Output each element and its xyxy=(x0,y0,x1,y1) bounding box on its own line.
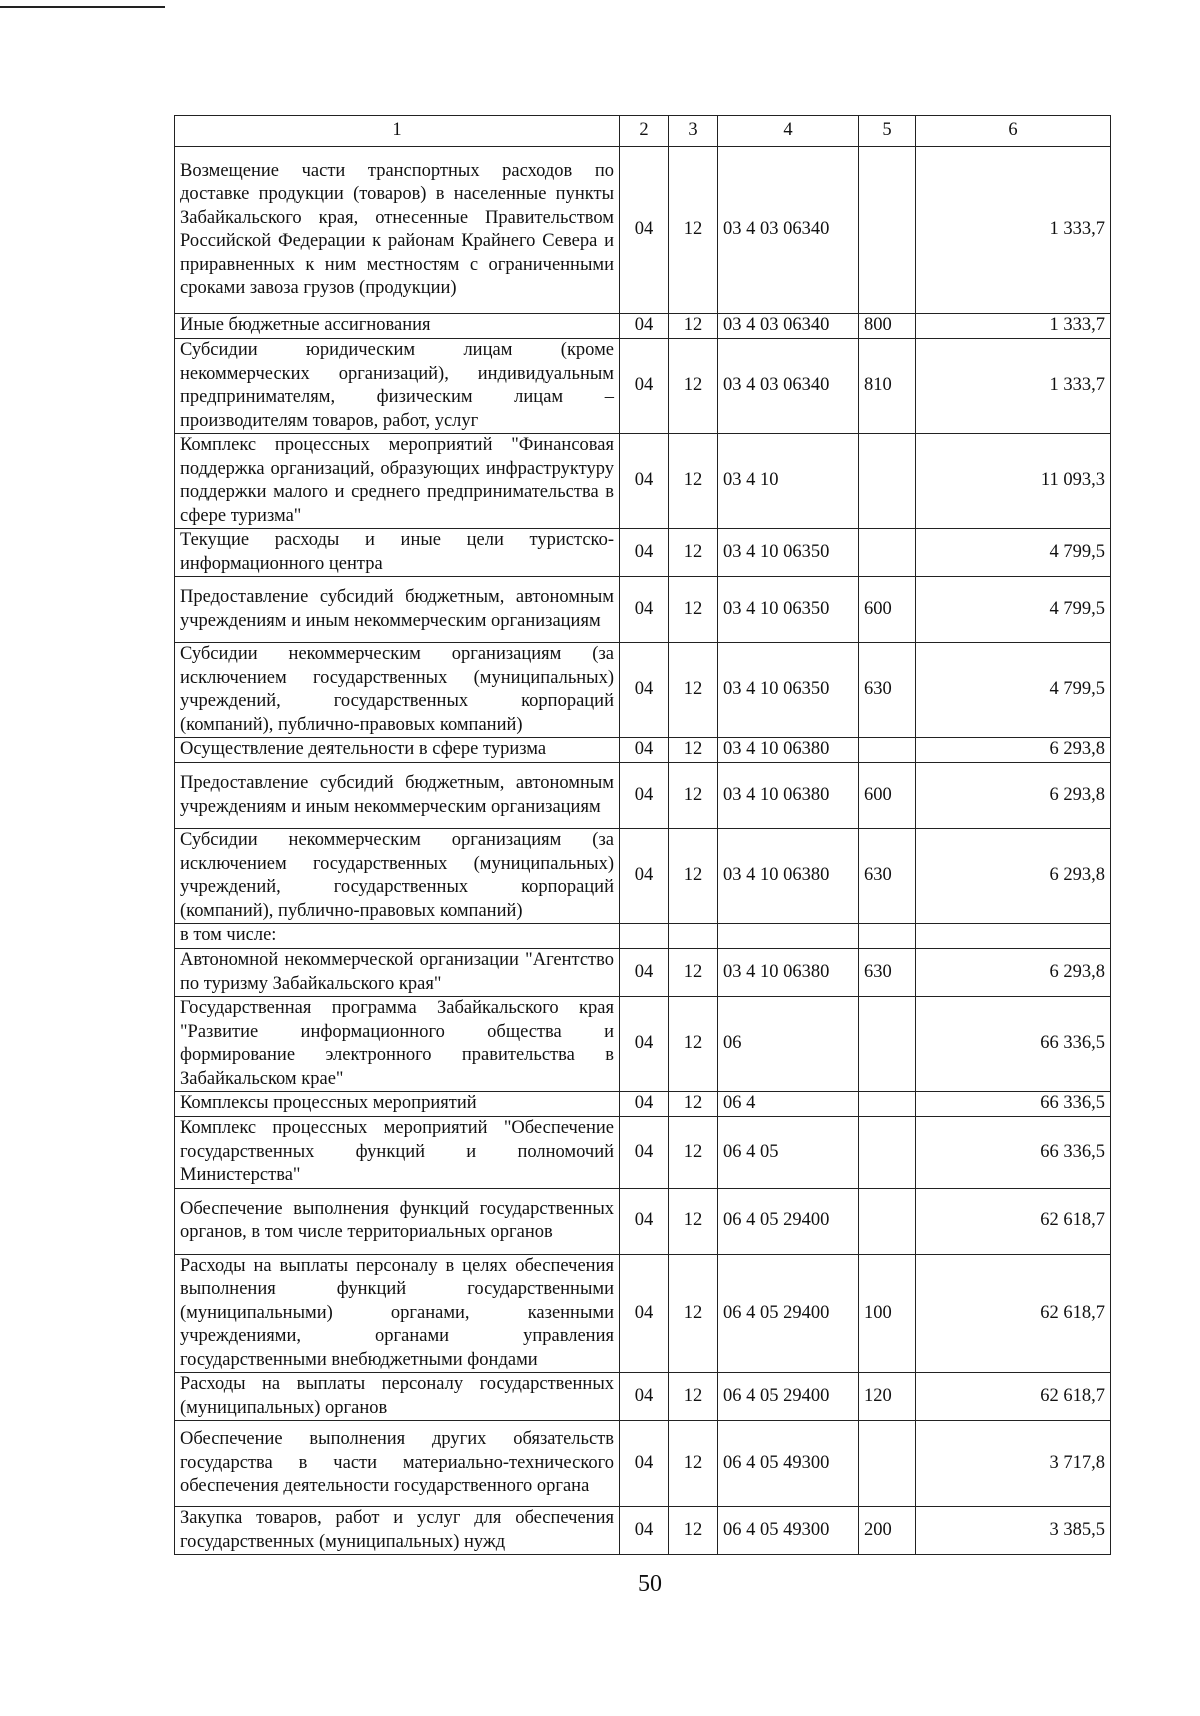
row-target-article: 03 4 03 06340 xyxy=(718,339,859,434)
row-subsection: 12 xyxy=(669,1254,718,1373)
row-expense-type xyxy=(859,529,916,577)
row-subsection: 12 xyxy=(669,339,718,434)
row-section: 04 xyxy=(620,529,669,577)
row-amount: 6 293,8 xyxy=(916,738,1111,763)
header-col-5: 5 xyxy=(859,116,916,147)
table-row xyxy=(175,829,1111,924)
row-target-article: 06 4 05 29400 xyxy=(718,1373,859,1421)
table-row xyxy=(175,763,1111,829)
row-subsection: 12 xyxy=(669,738,718,763)
row-target-article: 03 4 10 06350 xyxy=(718,577,859,643)
row-expense-type xyxy=(859,1092,916,1117)
row-amount: 6 293,8 xyxy=(916,763,1111,829)
row-description: Предоставление субсидий бюджетным, автономным учреждениям и иным некоммерческим организациям xyxy=(175,763,620,829)
row-target-article: 06 4 05 xyxy=(718,1117,859,1189)
row-subsection: 12 xyxy=(669,577,718,643)
row-description: Предоставление субсидий бюджетным, автономным учреждениям и иным некоммерческим организациям xyxy=(175,577,620,643)
budget-table xyxy=(174,115,1111,1555)
row-target-article: 06 4 05 29400 xyxy=(718,1254,859,1373)
row-expense-type: 810 xyxy=(859,339,916,434)
row-target-article: 03 4 03 06340 xyxy=(718,147,859,314)
header-col-2: 2 xyxy=(620,116,669,147)
row-amount: 4 799,5 xyxy=(916,577,1111,643)
row-subsection: 12 xyxy=(669,314,718,339)
table-row xyxy=(175,738,1111,763)
row-subsection: 12 xyxy=(669,1421,718,1507)
row-amount: 62 618,7 xyxy=(916,1254,1111,1373)
row-expense-type: 630 xyxy=(859,829,916,924)
row-section: 04 xyxy=(620,1421,669,1507)
table-row xyxy=(175,1507,1111,1555)
row-expense-type xyxy=(859,924,916,949)
row-section: 04 xyxy=(620,829,669,924)
row-subsection: 12 xyxy=(669,763,718,829)
table-row xyxy=(175,1188,1111,1254)
row-amount: 1 333,7 xyxy=(916,314,1111,339)
row-section: 04 xyxy=(620,1092,669,1117)
row-section: 04 xyxy=(620,1373,669,1421)
row-expense-type: 600 xyxy=(859,577,916,643)
row-expense-type xyxy=(859,997,916,1092)
row-target-article: 03 4 10 06380 xyxy=(718,763,859,829)
row-target-article: 06 xyxy=(718,997,859,1092)
row-subsection: 12 xyxy=(669,829,718,924)
table-row xyxy=(175,924,1111,949)
table-row xyxy=(175,339,1111,434)
page-number: 50 xyxy=(638,1571,662,1597)
row-expense-type xyxy=(859,434,916,529)
row-target-article: 03 4 10 06380 xyxy=(718,738,859,763)
row-expense-type: 600 xyxy=(859,763,916,829)
row-section xyxy=(620,924,669,949)
table-row xyxy=(175,997,1111,1092)
row-section: 04 xyxy=(620,1507,669,1555)
row-section: 04 xyxy=(620,949,669,997)
row-description: Иные бюджетные ассигнования xyxy=(175,314,620,339)
table-row xyxy=(175,1373,1111,1421)
row-description: Субсидии некоммерческим организациям (за исключением государственных (муниципальных) учреждений, государственных корпораций (компаний), публично-правовых компаний) xyxy=(175,643,620,738)
row-expense-type: 630 xyxy=(859,643,916,738)
table-row xyxy=(175,529,1111,577)
row-amount xyxy=(916,924,1111,949)
table-row xyxy=(175,643,1111,738)
row-amount: 66 336,5 xyxy=(916,1117,1111,1189)
row-target-article: 03 4 03 06340 xyxy=(718,314,859,339)
row-section: 04 xyxy=(620,1188,669,1254)
row-subsection: 12 xyxy=(669,643,718,738)
row-description: Возмещение части транспортных расходов по доставке продукции (товаров) в населенные пункты Забайкальского края, отнесенные Правительством Российской Федерации к районам Крайнего Севера и приравненных к ним местностям с ограниченными сроками завоза грузов (продукции) xyxy=(175,147,620,314)
row-section: 04 xyxy=(620,577,669,643)
row-amount: 11 093,3 xyxy=(916,434,1111,529)
row-expense-type: 800 xyxy=(859,314,916,339)
row-expense-type xyxy=(859,147,916,314)
row-section: 04 xyxy=(620,147,669,314)
row-amount: 3 717,8 xyxy=(916,1421,1111,1507)
row-amount: 6 293,8 xyxy=(916,949,1111,997)
row-subsection xyxy=(669,924,718,949)
header-row xyxy=(175,116,1111,147)
table-row xyxy=(175,577,1111,643)
row-amount: 1 333,7 xyxy=(916,147,1111,314)
row-subsection: 12 xyxy=(669,949,718,997)
row-description: Комплекс процессных мероприятий "Финансовая поддержка организаций, образующих инфраструктуру поддержки малого и среднего предпринимательства в сфере туризма" xyxy=(175,434,620,529)
row-amount: 6 293,8 xyxy=(916,829,1111,924)
row-description: Обеспечение выполнения других обязательств государства в части материально-технического обеспечения деятельности государственного органа xyxy=(175,1421,620,1507)
table-row xyxy=(175,1092,1111,1117)
header-col-3: 3 xyxy=(669,116,718,147)
row-amount: 1 333,7 xyxy=(916,339,1111,434)
top-rule xyxy=(0,6,165,8)
row-description: Текущие расходы и иные цели туристско-информационного центра xyxy=(175,529,620,577)
row-expense-type xyxy=(859,1117,916,1189)
row-subsection: 12 xyxy=(669,1117,718,1189)
table-row xyxy=(175,314,1111,339)
row-section: 04 xyxy=(620,643,669,738)
row-subsection: 12 xyxy=(669,1373,718,1421)
row-target-article: 06 4 05 29400 xyxy=(718,1188,859,1254)
row-amount: 66 336,5 xyxy=(916,997,1111,1092)
row-expense-type xyxy=(859,738,916,763)
row-subsection: 12 xyxy=(669,529,718,577)
row-expense-type xyxy=(859,1188,916,1254)
row-target-article: 06 4 05 49300 xyxy=(718,1507,859,1555)
table-row xyxy=(175,949,1111,997)
row-subsection: 12 xyxy=(669,997,718,1092)
row-description: в том числе: xyxy=(175,924,620,949)
row-amount: 62 618,7 xyxy=(916,1188,1111,1254)
row-section: 04 xyxy=(620,314,669,339)
row-amount: 4 799,5 xyxy=(916,643,1111,738)
row-description: Комплексы процессных мероприятий xyxy=(175,1092,620,1117)
row-section: 04 xyxy=(620,738,669,763)
header-col-1: 1 xyxy=(175,116,620,147)
row-target-article: 06 4 xyxy=(718,1092,859,1117)
row-section: 04 xyxy=(620,1117,669,1189)
row-target-article: 03 4 10 06380 xyxy=(718,949,859,997)
row-subsection: 12 xyxy=(669,1188,718,1254)
row-description: Обеспечение выполнения функций государственных органов, в том числе территориальных органов xyxy=(175,1188,620,1254)
row-subsection: 12 xyxy=(669,1507,718,1555)
table-row xyxy=(175,1421,1111,1507)
row-target-article xyxy=(718,924,859,949)
row-section: 04 xyxy=(620,434,669,529)
row-section: 04 xyxy=(620,339,669,434)
row-description: Расходы на выплаты персоналу в целях обеспечения выполнения функций государственными (муниципальными) органами, казенными учреждениями, органами управления государственными внебюджетными фондами xyxy=(175,1254,620,1373)
row-subsection: 12 xyxy=(669,1092,718,1117)
row-section: 04 xyxy=(620,763,669,829)
row-target-article: 03 4 10 06350 xyxy=(718,643,859,738)
table-row xyxy=(175,1254,1111,1373)
row-subsection: 12 xyxy=(669,147,718,314)
row-description: Осуществление деятельности в сфере туризма xyxy=(175,738,620,763)
row-expense-type: 120 xyxy=(859,1373,916,1421)
table-row xyxy=(175,434,1111,529)
row-description: Закупка товаров, работ и услуг для обеспечения государственных (муниципальных) нужд xyxy=(175,1507,620,1555)
row-description: Расходы на выплаты персоналу государственных (муниципальных) органов xyxy=(175,1373,620,1421)
row-description: Автономной некоммерческой организации "Агентство по туризму Забайкальского края" xyxy=(175,949,620,997)
row-amount: 62 618,7 xyxy=(916,1373,1111,1421)
row-amount: 66 336,5 xyxy=(916,1092,1111,1117)
header-col-6: 6 xyxy=(916,116,1111,147)
row-expense-type: 100 xyxy=(859,1254,916,1373)
row-expense-type xyxy=(859,1421,916,1507)
row-description: Комплекс процессных мероприятий "Обеспечение государственных функций и полномочий Министерства" xyxy=(175,1117,620,1189)
table-body xyxy=(175,147,1111,1555)
row-subsection: 12 xyxy=(669,434,718,529)
row-section: 04 xyxy=(620,1254,669,1373)
header-col-4: 4 xyxy=(718,116,859,147)
row-target-article: 06 4 05 49300 xyxy=(718,1421,859,1507)
row-amount: 3 385,5 xyxy=(916,1507,1111,1555)
row-expense-type: 630 xyxy=(859,949,916,997)
table-row xyxy=(175,147,1111,314)
row-target-article: 03 4 10 06380 xyxy=(718,829,859,924)
row-expense-type: 200 xyxy=(859,1507,916,1555)
row-section: 04 xyxy=(620,997,669,1092)
row-description: Субсидии юридическим лицам (кроме некоммерческих организаций), индивидуальным предпринимателям, физическим лицам – производителям товаров, работ, услуг xyxy=(175,339,620,434)
row-target-article: 03 4 10 xyxy=(718,434,859,529)
table-row xyxy=(175,1117,1111,1189)
row-amount: 4 799,5 xyxy=(916,529,1111,577)
row-target-article: 03 4 10 06350 xyxy=(718,529,859,577)
row-description: Государственная программа Забайкальского края "Развитие информационного общества и формирование электронного правительства в Забайкальском крае" xyxy=(175,997,620,1092)
row-description: Субсидии некоммерческим организациям (за исключением государственных (муниципальных) учреждений, государственных корпораций (компаний), публично-правовых компаний) xyxy=(175,829,620,924)
